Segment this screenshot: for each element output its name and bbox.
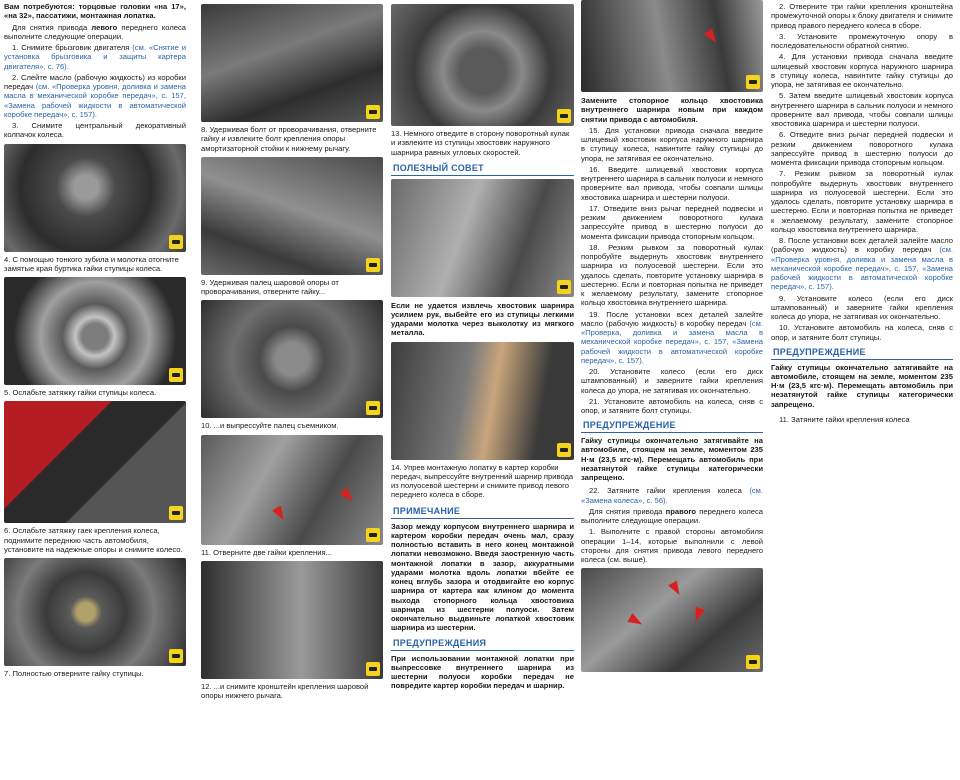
ref-link[interactable]: (см. «Снятие и установка брызговика и защиты картера двигателя», с. 76). bbox=[4, 43, 187, 71]
caption-5: 5. Ослабьте затяжку гайки ступицы колеса. bbox=[4, 388, 157, 397]
tool-marker-icon bbox=[366, 662, 380, 676]
tool-marker-icon bbox=[557, 280, 571, 294]
caption-7: 7. Полностью отверните гайку ступицы. bbox=[4, 669, 144, 678]
photo-step-10 bbox=[201, 300, 383, 418]
right-intro: Для снятия привода правого переднего колеса выполните следующие операции. bbox=[581, 506, 763, 526]
photo-tip bbox=[391, 179, 574, 297]
red-arrow-icon bbox=[691, 607, 705, 624]
caption-12: 12. ...и снимите кронштейн крепления шаровой опоры нижнего рычага. bbox=[201, 681, 369, 700]
tool-marker-icon bbox=[366, 528, 380, 542]
warning-heading: ПРЕДУПРЕЖДЕНИЕ bbox=[581, 418, 763, 433]
caption-14: 14. Упрев монтажную лопатку в картер коробки передач, выпрессуйте внутренний шарнир привода из полуосевой шестерни и снимите привод левого переднего колеса в сборе. bbox=[391, 462, 574, 500]
step-17: 17. Отведите вниз рычаг передней подвески и резким движением поворотного кулака запрессуйте привод в шестерню полуоси до момента фиксации привода стопорным кольцом. bbox=[581, 203, 763, 241]
ref-link[interactable]: (см. «Проверка, доливка и замена масла в механической коробке передач», с. 157, «Замена рабочей жидкости в автоматической коробке передач», с. 157). bbox=[581, 318, 763, 365]
tool-marker-icon bbox=[366, 105, 380, 119]
photo-step-8 bbox=[201, 4, 383, 122]
column-2 bbox=[201, 0, 383, 704]
right-step-10: 10. Установите автомобиль на колеса, сняв с опор, и затяните болт ступицы. bbox=[771, 323, 953, 342]
red-arrow-icon bbox=[704, 28, 720, 45]
note-text: Зазор между корпусом внутреннего шарнира и картером коробки передач очень мал, сразу полностью вставить в него конец монтажной лопатки невозможно. Введя заостренную часть монтажной лопатки в зазор, аккуратными ударами молотка вдоль лопатки вбейте ее конец вглубь зазора и отодвигайте ею корпус шарнира от картера как клином до момента выхода стопорного кольца хвостовика шарнира из шестерни полуоси. Затем окончательно выдвиньте лопаткой хвостовик шарнира из шестерни. bbox=[391, 521, 574, 633]
photo-step-4 bbox=[4, 144, 186, 252]
caption-10: 10. ...и выпрессуйте палец съемником. bbox=[201, 421, 339, 431]
tip-text: Если не удается извлечь хвостовик шарнира усилием рук, выбейте его из ступицы легкими ударами молотка через выколотку из мягкого металла. bbox=[391, 300, 574, 338]
tool-marker-icon bbox=[169, 368, 183, 382]
ref-link[interactable]: (см. «Проверка уровня, доливка и замена масла в механической коробке передач», с. 157, «Замена рабочей жидкости в автоматической коробке передач», с. 157). bbox=[771, 245, 953, 292]
right-step-9: 9. Установите колесо (если его диск штампованный) и заверните гайки крепления колеса до упора, не затягивая их окончательно. bbox=[771, 293, 953, 321]
tip-heading: ПОЛЕЗНЫЙ СОВЕТ bbox=[391, 161, 574, 176]
tool-marker-icon bbox=[366, 258, 380, 272]
step-16: 16. Введите шлицевый хвостовик корпуса внутреннего шарнира в сальник полуоси и немного проверните вал привода, чтобы совпали шлицы хвостовика шарнира и шестерни полуоси. bbox=[581, 164, 763, 202]
right-step-4: 4. Для установки привода сначала введите шлицевый хвостовик корпуса наружного шарнира в ступицу колеса, навинтите гайку ступицы до упора, не затягивая ее окончательно. bbox=[771, 52, 953, 89]
warning-heading-right: ПРЕДУПРЕЖДЕНИЕ bbox=[771, 345, 953, 360]
photo-retaining-ring bbox=[581, 0, 763, 92]
red-arrow-icon bbox=[668, 581, 684, 598]
step-18: 18. Резким рывком за поворотный кулак попробуйте выдернуть хвостовик внутреннего шарнира из полуосевой шестерни. Если это удалось сделать, повторите установку шарнира в шестерню. Если и повторная попытка не приведет к желаемому результату, замените стопорное кольцо хвостовика внутреннего шарнира. bbox=[581, 242, 763, 308]
right-step-1: 1. Выполните с правой стороны автомобиля операции 1–14, которые выполнили с левой стороны для снятия привода левого переднего колеса (см. выше). bbox=[581, 527, 763, 565]
step-20: 20. Установите колесо (если его диск штампованный) и заверните гайки крепления колеса до упора, не затягивая их окончательно. bbox=[581, 367, 763, 395]
right-step-8: 8. После установки всех деталей залейте масло (рабочую жидкость) в коробку передач (см. «Проверка уровня, доливка и замена масла в механической коробке передач», с. 157, «Замена рабочей жидкости в автоматической коробке передач», с. 157). bbox=[771, 236, 953, 292]
step-3: 3. Снимите центральный декоративный колпачок колеса. bbox=[4, 121, 186, 140]
photo-step-13 bbox=[391, 4, 574, 126]
caption-13: 13. Немного отведите в сторону поворотный кулак и извлеките из ступицы хвостовик наружного шарнира равных угловых скоростей. bbox=[391, 129, 570, 157]
right-step-11: 11. Затяните гайки крепления колеса bbox=[779, 414, 910, 424]
column-3 bbox=[391, 0, 574, 693]
step-19: 19. После установки всех деталей залейте масло (рабочую жидкость) в коробку передач (см. «Проверка, доливка и замена масла в механической коробке передач», с. 157, «Замена рабочей жидкости в автоматической коробке передач», с. 157). bbox=[581, 309, 763, 365]
photo-step-5 bbox=[4, 277, 186, 385]
tool-marker-icon bbox=[557, 443, 571, 457]
red-arrow-icon bbox=[627, 614, 644, 630]
tool-marker-icon bbox=[557, 109, 571, 123]
caption-6: 6. Ослабьте затяжку гаек крепления колеса, поднимите переднюю часть автомобиля, установите на надежные опоры и снимите колесо. bbox=[4, 526, 183, 554]
note-heading: ПРИМЕЧАНИЕ bbox=[391, 504, 574, 519]
photo-step-7 bbox=[4, 558, 186, 666]
photo-right-step bbox=[581, 568, 763, 672]
photo-step-6 bbox=[4, 401, 186, 523]
tool-marker-icon bbox=[746, 655, 760, 669]
caption-8: 8. Удерживая болт от проворачивания, отверните гайку и извлеките болт крепления опоры амортизаторной стойки к нижнему рычагу. bbox=[201, 125, 377, 153]
photo-step-9 bbox=[201, 157, 383, 275]
step-2: 2. Слейте масло (рабочую жидкость) из коробки передач (см. «Проверка уровня, доливка и замена масла в механической коробке передач», с. 157, «Замена рабочей жидкости в автоматической коробке передач», с. 157). bbox=[4, 72, 187, 119]
ref-link[interactable]: (см. «Проверка уровня, доливка и замена масла в механической коробке передач», с. 157, «Замена рабочей жидкости в автоматической коробке передач», с. 157). bbox=[4, 82, 187, 119]
left-intro: Для снятия привода левого переднего колеса выполните следующие операции. bbox=[4, 22, 186, 41]
step-22: 22. Затяните гайки крепления колеса (см. «Замена колеса», с. 56). bbox=[581, 486, 763, 505]
right-step-7: 7. Резким рывком за поворотный кулак попробуйте выдернуть хвостовик внутреннего шарнира из полуосевой шестерни. Если это удалось сделать, повторите установку шарнира в шестерню. Если и повторная попытка не приведет к желаемому результату, замените стопорное кольцо хвостовика внутреннего шарнира. bbox=[771, 169, 953, 234]
warnings-heading: ПРЕДУПРЕЖДЕНИЯ bbox=[391, 636, 574, 651]
red-arrow-icon bbox=[272, 505, 288, 522]
photo-step-14 bbox=[391, 342, 574, 460]
photo-step-12 bbox=[201, 561, 383, 679]
step-21: 21. Установите автомобиль на колеса, сняв с опор, и затяните болт ступицы. bbox=[581, 396, 763, 415]
column-1 bbox=[4, 0, 186, 682]
right-step-2: 2. Отверните три гайки крепления кронштейна промежуточной опоры к блоку двигателя и снимите привод правого переднего колеса в сборе. bbox=[771, 2, 953, 30]
tool-marker-icon bbox=[169, 506, 183, 520]
right-step-6: 6. Отведите вниз рычаг передней подвески и резким движением поворотного кулака запрессуйте привод в шестерню полуоси до момента фиксации привода стопорным кольцом. bbox=[771, 130, 953, 167]
right-step-3: 3. Установите промежуточную опору в последовательности обратной снятию. bbox=[771, 31, 953, 50]
tool-marker-icon bbox=[169, 649, 183, 663]
caption-4: 4. С помощью тонкого зубила и молотка отогните замятые края буртика гайки ступицы колеса. bbox=[4, 254, 179, 273]
step-15: 15. Для установки привода сначала введите шлицевый хвостовик корпуса наружного шарнира в ступицу колеса, навинтите гайку ступицы до упора, не затягивая ее окончательно. bbox=[581, 125, 763, 163]
warning-text-right: Гайку ступицы окончательно затягивайте на автомобиле, стоящем на земле, моментом 235 Н·м (23,5 кгс·м). Перемещать автомобиль при незатянутой гайке ступицы категорически запрещено. bbox=[771, 362, 953, 409]
column-5 bbox=[771, 0, 953, 426]
caption-retaining-ring: Замените стопорное кольцо хвостовика внутреннего шарнира новым при каждом снятии привода с автомобиля. bbox=[581, 96, 763, 124]
right-step-5: 5. Затем введите шлицевый хвостовик корпуса внутреннего шарнира в сальник полуоси и немного проверните вал привода, чтобы совпали шлицы хвостовика шарнира и шестерни полуоси. bbox=[771, 91, 953, 128]
tools-required: Вам потребуются: торцовые головки «на 17», «на 32», пассатижи, монтажная лопатка. bbox=[4, 2, 186, 21]
caption-9: 9. Удерживая палец шаровой опоры от проворачивания, отверните гайку... bbox=[201, 277, 339, 296]
warning-text: Гайку ступицы окончательно затягивайте на автомобиле, стоящем на земле, моментом 235 Н·м (23,5 кгс·м). Перемещать автомобиль при незатянутой гайке ступицы категорически запрещено. bbox=[581, 436, 763, 483]
red-arrow-icon bbox=[340, 487, 357, 504]
tool-marker-icon bbox=[169, 235, 183, 249]
ref-link[interactable]: (см. «Замена колеса», с. 56). bbox=[581, 486, 763, 505]
warnings-text: При использовании монтажной лопатки при выпрессовке внутреннего шарнира из шестерни полуоси коробки передач не повредите картер коробки передач и шарнир. bbox=[391, 653, 574, 691]
photo-step-11 bbox=[201, 435, 383, 545]
step-1: 1. Снимите брызговик двигателя (см. «Снятие и установка брызговика и защиты картера двигателя», с. 76). bbox=[4, 43, 187, 71]
tool-marker-icon bbox=[366, 401, 380, 415]
caption-11: 11. Отверните две гайки крепления... bbox=[201, 547, 332, 557]
column-4 bbox=[581, 0, 763, 672]
tool-marker-icon bbox=[746, 75, 760, 89]
